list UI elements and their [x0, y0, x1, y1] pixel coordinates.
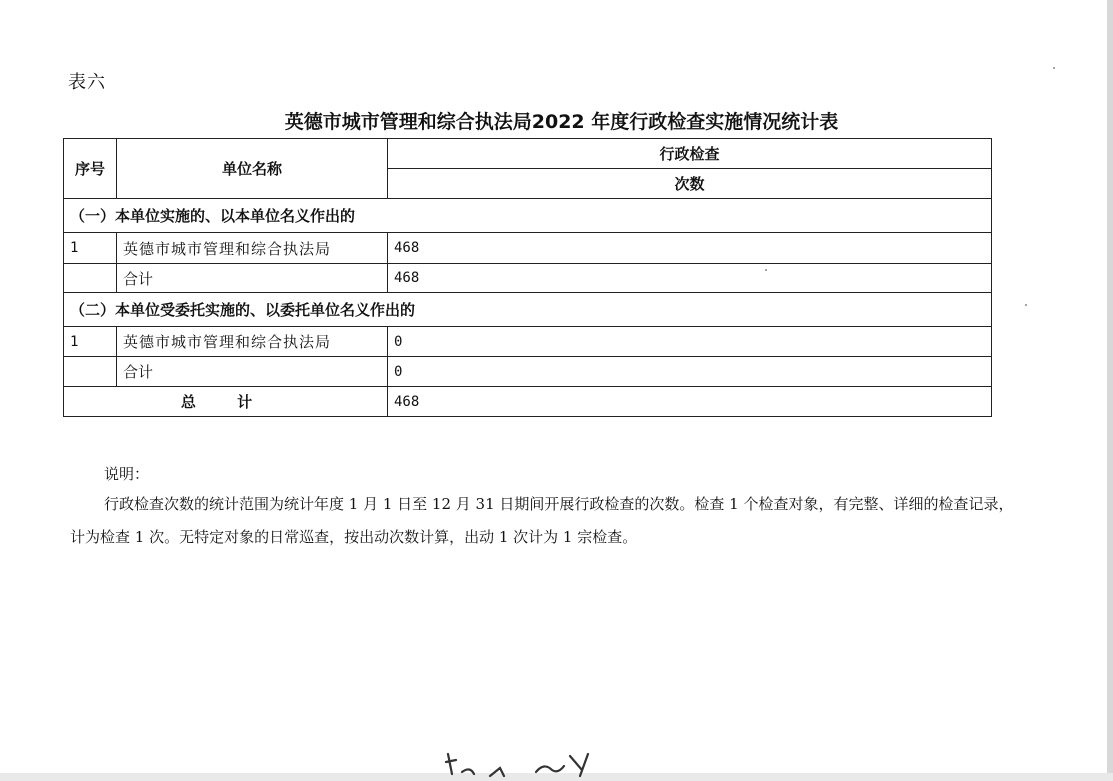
- total-label: 总 计: [64, 387, 388, 417]
- row-subtotal-label: 合计: [117, 357, 388, 387]
- row-seq: 1: [64, 233, 117, 264]
- row-seq: [64, 357, 117, 387]
- header-count: 次数: [388, 169, 992, 199]
- row-count: 468: [388, 233, 992, 264]
- row-unit-name: 英德市城市管理和综合执法局: [117, 327, 388, 357]
- row-seq: [64, 264, 117, 293]
- document-title: 英德市城市管理和综合执法局2022 年度行政检查实施情况统计表: [284, 111, 839, 133]
- row-count: 0: [388, 327, 992, 357]
- table-number-label: 表六: [68, 72, 106, 93]
- signature-mark: [440, 752, 610, 778]
- section-row: [64, 199, 992, 233]
- header-seq: 序号: [64, 139, 117, 199]
- row-unit-name: 英德市城市管理和综合执法局: [117, 233, 388, 264]
- scan-speck: [1053, 67, 1055, 69]
- total-row: [64, 387, 992, 417]
- table-row: [64, 233, 992, 264]
- header-unit-name: 单位名称: [117, 139, 388, 199]
- scan-speck: [1025, 304, 1027, 306]
- header-row-1: [64, 139, 992, 169]
- table-row: [64, 264, 992, 293]
- notes-line-2: 计为检查 1 次。无特定对象的日常巡查，按出动次数计算，出动 1 次计为 1 宗检查。: [70, 528, 638, 546]
- notes-line-1: 行政检查次数的统计范围为统计年度 1 月 1 日至 12 月 31 日期间开展行政检查的次数。检查 1 个检查对象，有完整、详细的检查记录，: [104, 495, 1014, 513]
- table-row: [64, 327, 992, 357]
- section-2-title: （二）本单位受委托实施的、以委托单位名义作出的: [64, 293, 992, 327]
- row-subtotal-label: 合计: [117, 264, 388, 293]
- header-admin-inspection: 行政检查: [388, 139, 992, 169]
- statistics-table: [63, 138, 992, 417]
- row-seq: 1: [64, 327, 117, 357]
- row-count: 468: [388, 264, 992, 293]
- row-count: 0: [388, 357, 992, 387]
- section-row: [64, 293, 992, 327]
- table-row: [64, 357, 992, 387]
- total-count: 468: [388, 387, 992, 417]
- section-1-title: （一）本单位实施的、以本单位名义作出的: [64, 199, 992, 233]
- notes-title: 说明：: [104, 465, 150, 483]
